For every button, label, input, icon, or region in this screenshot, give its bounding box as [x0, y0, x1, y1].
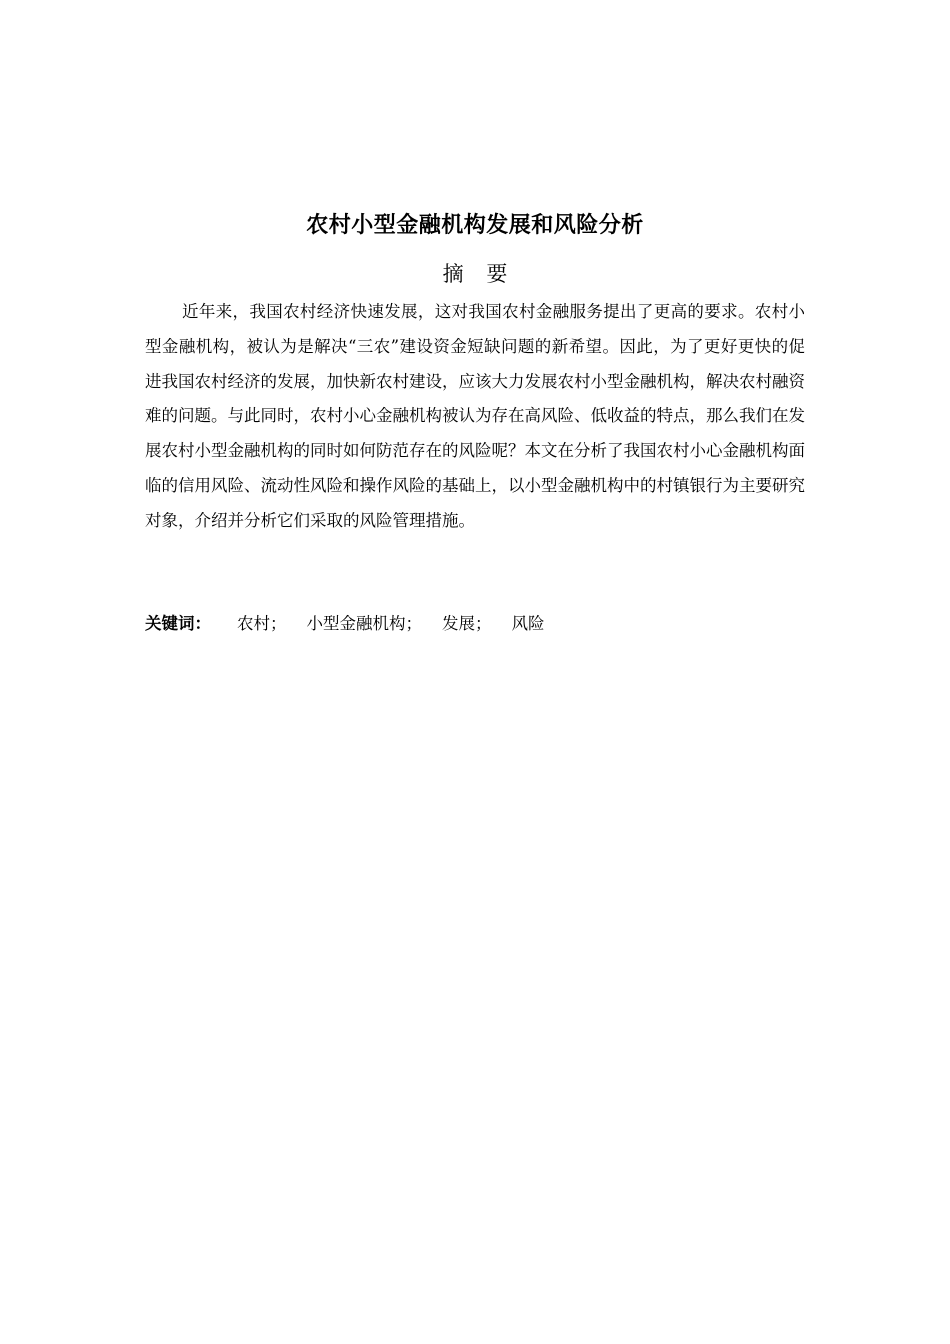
- keyword-item: 发展；: [442, 614, 492, 633]
- keywords-label: 关键词：: [145, 614, 211, 633]
- document-title: 农村小型金融机构发展和风险分析: [306, 213, 644, 238]
- keywords-line: [145, 609, 805, 639]
- abstract-paragraph: 近年来，我国农村经济快速发展，这对我国农村金融服务提出了更高的要求。农村小型金融机构，被认为是解决“三农”建设资金短缺问题的新希望。因此，为了更好更快的促进我国农村经济的发展，加快新农村建设，应该大力发展农村小型金融机构，解决农村融资难的问题。与此同时，农村小心金融机构被认为存在高风险、低收益的特点，那么我们在发展农村小型金融机构的同时如何防范存在的风险呢？本文在分析了我国农村小心金融机构面临的信用风险、流动性风险和操作风险的基础上，以小型金融机构中的村镇银行为主要研究对象，介绍并分析它们采取的风险管理措施。: [145, 302, 805, 530]
- keyword-item: 风险: [511, 614, 545, 633]
- abstract-heading: 摘 要: [442, 262, 516, 286]
- keyword-item: 农村；: [237, 614, 287, 633]
- keyword-item: 小型金融机构；: [306, 614, 422, 633]
